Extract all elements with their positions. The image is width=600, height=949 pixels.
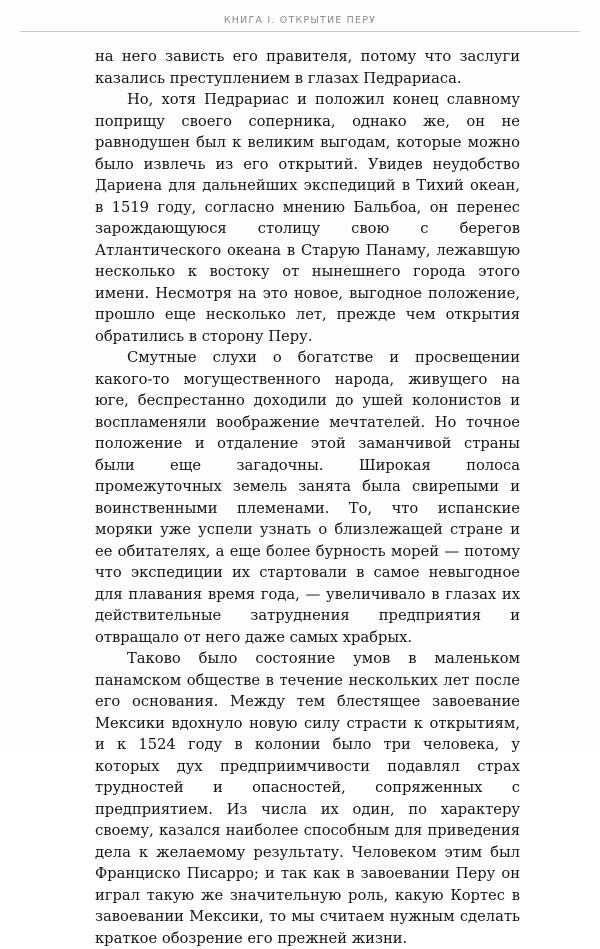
body-text	[95, 46, 520, 949]
running-head: КНИГА I. ОТКРЫТИЕ ПЕРУ	[223, 15, 377, 26]
paragraph-continued: на него зависть его правителя, потому что заслуги казались преступлением в глазах Педрариаса.	[95, 48, 520, 87]
header-rule	[20, 31, 580, 32]
paragraph: Но, хотя Педрариас и положил конец славному поприщу своего соперника, однако же, он не равнодушен был к великим выгодам, которые можно было извлечь из его открытий. Увидев неудобство Дариена для дальнейших экспедиций в Тихий океан, в 1519 году, согласно мнению Бальбоа, он перенес зарождающуюся столицу свою с берегов Атлантического океана в Старую Панаму, лежавшую несколько к востоку от нынешнего города этого имени. Несмотря на это новое, выгодное положение, прошло еще несколько лет, прежде чем открытия обратились в сторону Перу.	[95, 91, 520, 345]
paragraph: Таково было состояние умов в маленьком панамском обществе в течение нескольких лет после его основания. Между тем блестящее завоевание Мексики вдохнуло новую силу страсти к открытиям, и к 1524 году в колонии было три человека, у которых дух предприимчивости подавлял страх трудностей и опасностей, сопряженных с предприятием. Из числа их один, по характеру своему, казался наиболее способным для приведения дела к желаемому результату. Человеком этим был Франциско Писарро; и так как в завоевании Перу он играл такую же значительную роль, какую Кортес в завоевании Мексики, то мы считаем нужным сделать краткое обозрение его прежней жизни.	[95, 650, 520, 947]
paragraph: Смутные слухи о богатстве и просвещении какого-то могущественного народа, живущего на юге, беспрестанно доходили до ушей колонистов и воспламеняли воображение мечтателей. Но точное положение и отдаление этой заманчивой страны были еще загадочны. Широкая полоса промежуточных земель занята была свирепыми и воинственными племенами. То, что испанские моряки уже успели узнать о близлежащей стране и ее обитателях, а еще более бурность морей — потому что экспедиции их стартовали в самое невыгодное для плавания время года, — увеличивало в глазах их действительные затруднения предприятия и отвращало от него даже самых храбрых.	[95, 349, 520, 646]
